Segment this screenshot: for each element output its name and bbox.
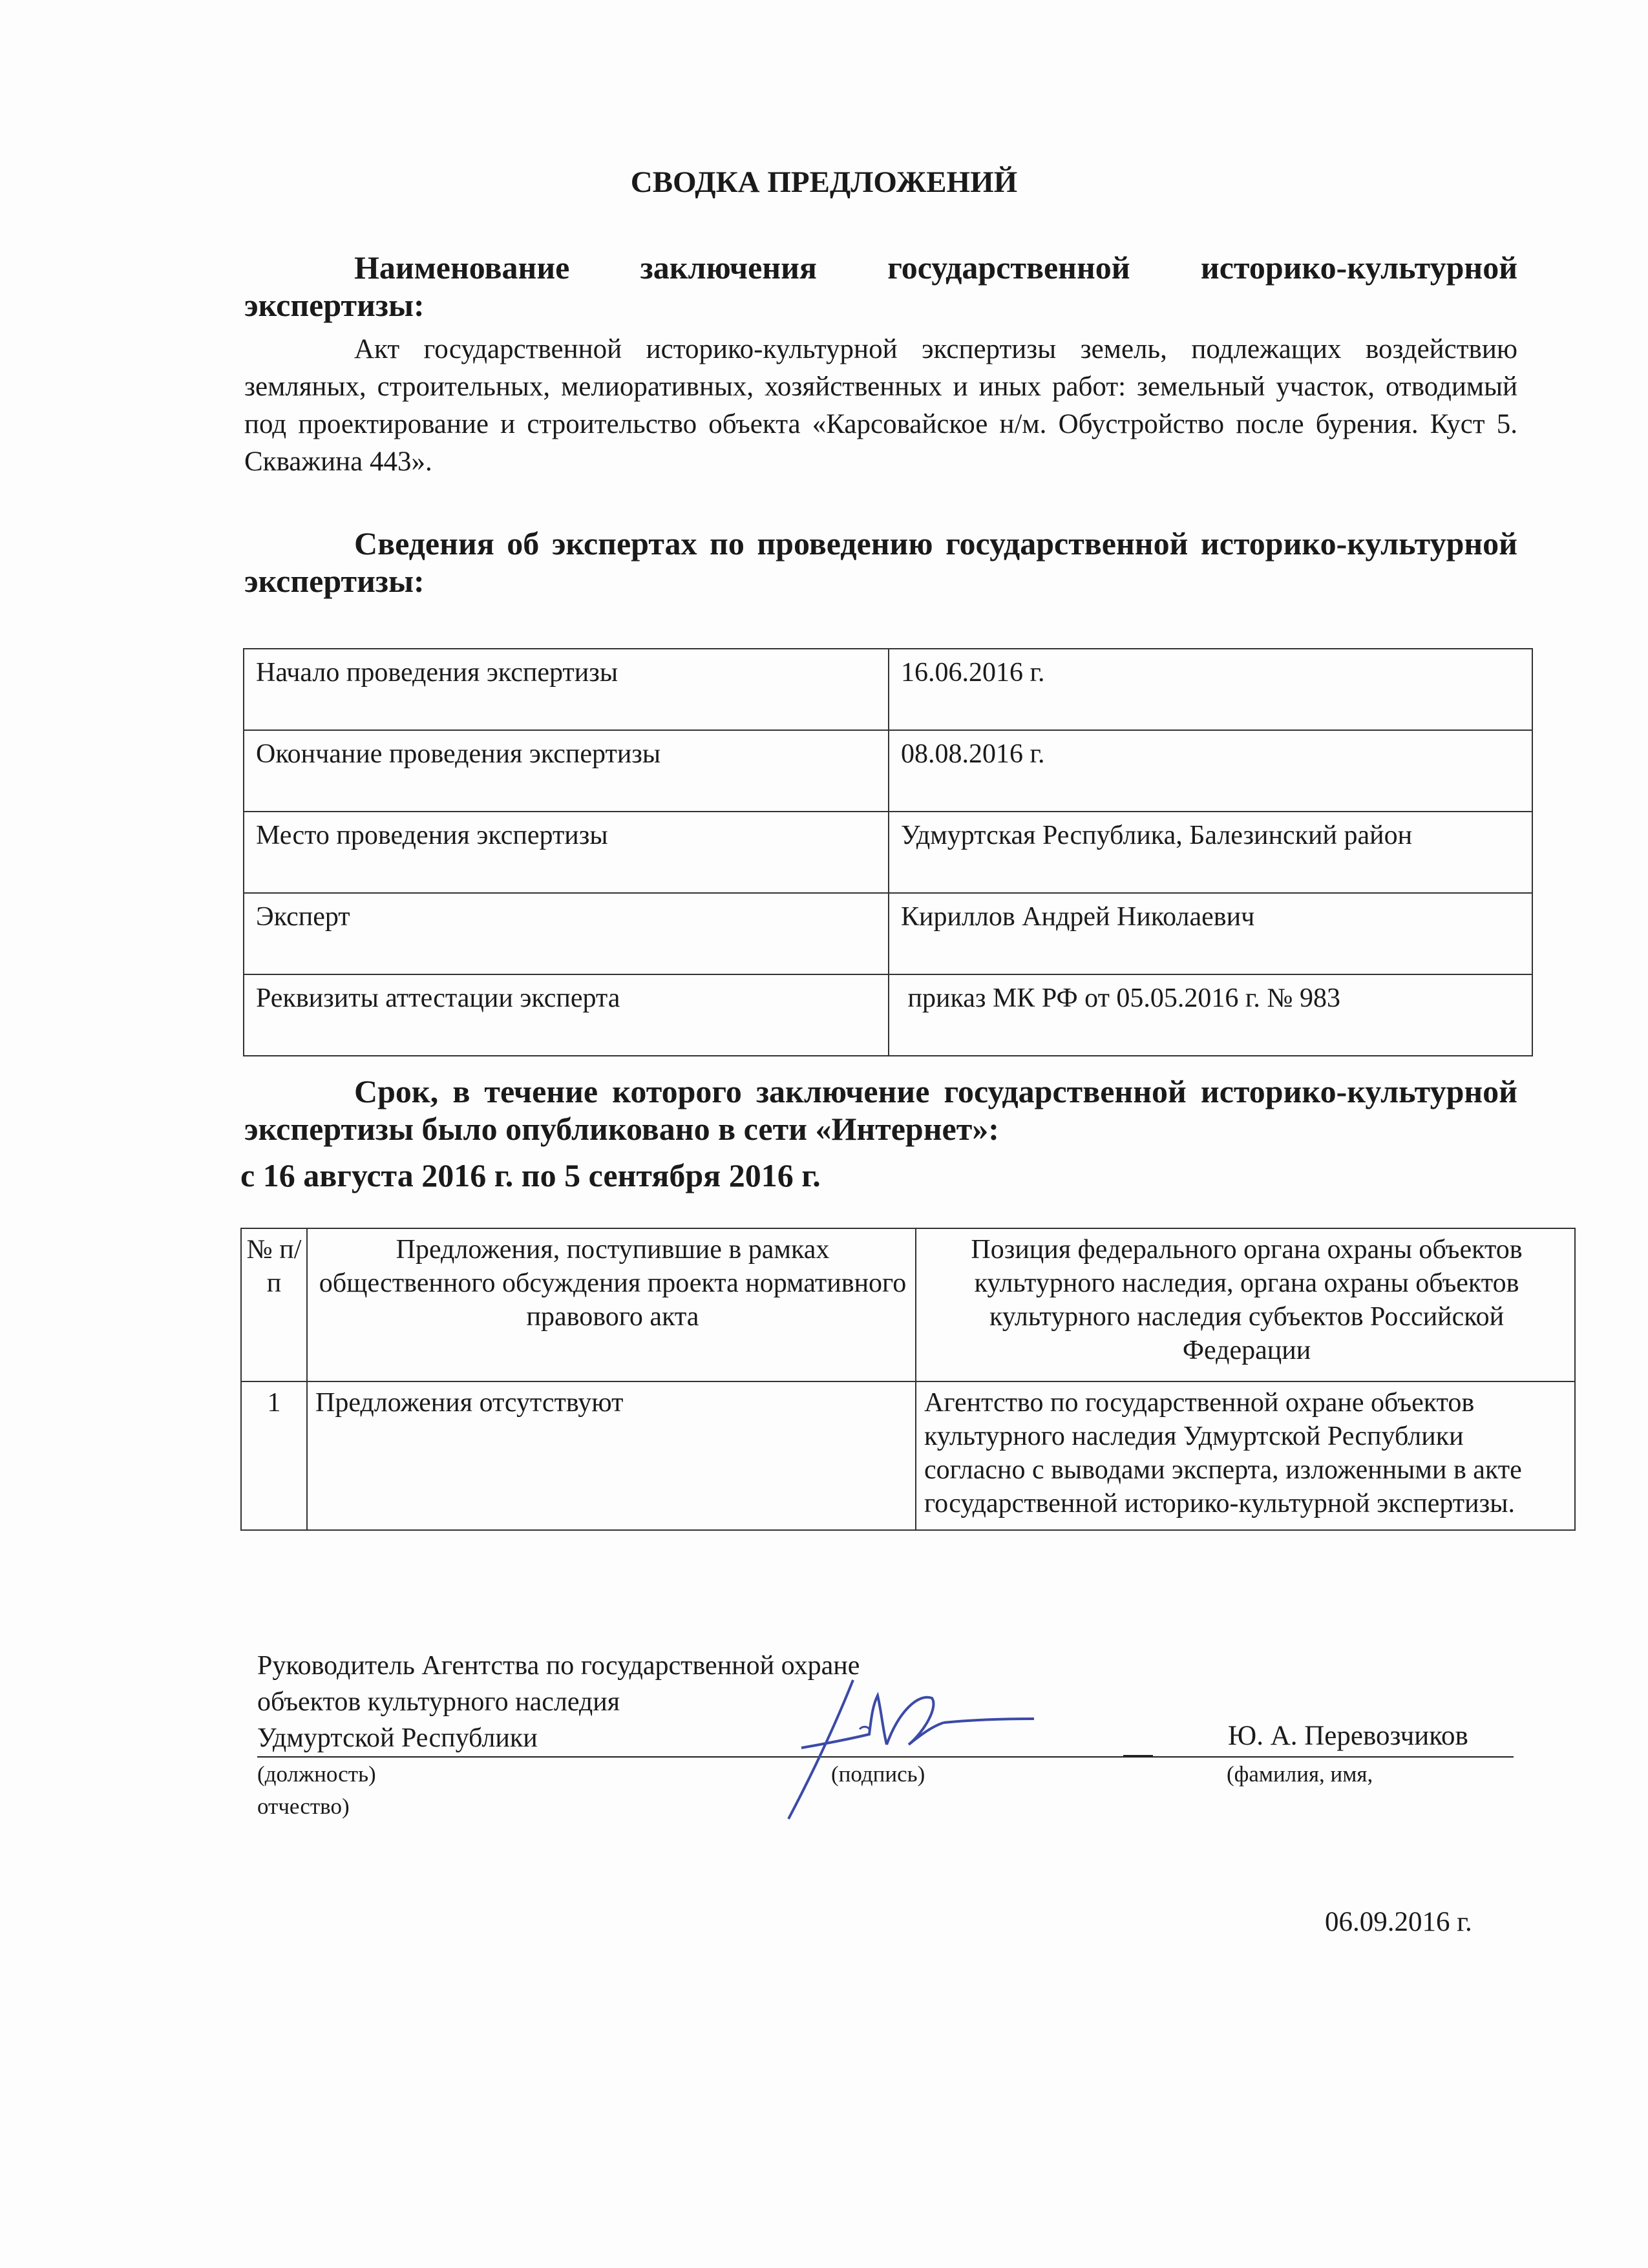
table-row: [244, 812, 1532, 893]
experts-heading-text: Сведения об экспертах по проведению государственной историко-культурной экспертизы:: [244, 525, 1517, 599]
name-heading: [244, 249, 1517, 324]
header-num: № п/п: [241, 1228, 307, 1381]
page-title: СВОДКА ПРЕДЛОЖЕНИЙ: [630, 165, 1018, 199]
period-heading: [244, 1073, 1517, 1148]
signature-stroke: [788, 1680, 853, 1819]
header-position: Позиция федерального органа охраны объектов культурного наследия, органа охраны объектов культурного наследия субъектов Российской Федерации: [916, 1228, 1575, 1381]
table-header-row: [241, 1228, 1575, 1381]
name-text: [244, 331, 1517, 481]
signatory-name: Ю. А. Перевозчиков: [1228, 1721, 1468, 1751]
table-row: [244, 974, 1532, 1056]
document-date: 06.09.2016 г.: [1325, 1907, 1472, 1937]
cell-label: Реквизиты аттестации эксперта: [244, 974, 889, 1056]
cell-value: Кириллов Андрей Николаевич: [889, 893, 1532, 974]
cell-label: Место проведения экспертизы: [244, 812, 889, 893]
table-row: [244, 893, 1532, 974]
cell-value: приказ МК РФ от 05.05.2016 г. № 983: [889, 974, 1532, 1056]
signature-stroke: [887, 1697, 944, 1745]
cell-value: Удмуртская Республика, Балезинский район: [889, 812, 1532, 893]
cell-num: 1: [241, 1381, 307, 1530]
signatory-line-3: Удмуртской Республики: [257, 1723, 538, 1753]
proposals-table: [240, 1228, 1576, 1531]
cell-value: 08.08.2016 г.: [889, 730, 1532, 812]
table-row: [244, 730, 1532, 812]
experts-heading: [244, 525, 1517, 600]
cell-position: Агентство по государственной охране объектов культурного наследия Удмуртской Республики согласно с выводами эксперта, изложенными в акте государственной историко-культурной экспертизы.: [916, 1381, 1575, 1530]
caption-name: (фамилия, имя,: [1227, 1761, 1373, 1787]
name-text-body: Акт государственной историко-культурной экспертизы земель, подлежащих воздействию земляных, строительных, мелиоративных, хозяйственных и иных работ: земельный участок, отводимый под проектирование и строительство объекта «Карсовайское н/м. Обустройство после бурения. Куст 5. Скважина 443».: [244, 334, 1517, 477]
cell-label: Эксперт: [244, 893, 889, 974]
signature-stroke: [944, 1719, 1034, 1723]
signatory-line-2: объектов культурного наследия: [257, 1687, 620, 1717]
table-row: [244, 649, 1532, 730]
cell-label: Окончание проведения экспертизы: [244, 730, 889, 812]
signatory-line-1: Руководитель Агентства по государственной охране: [257, 1651, 860, 1681]
cell-proposals: Предложения отсутствуют: [307, 1381, 916, 1530]
caption-patronymic: отчество): [257, 1794, 350, 1819]
cell-label: Начало проведения экспертизы: [244, 649, 889, 730]
handwritten-signature: [763, 1667, 1047, 1829]
cell-value: 16.06.2016 г.: [889, 649, 1532, 730]
period-dates: с 16 августа 2016 г. по 5 сентября 2016 г.: [240, 1157, 821, 1193]
signature-stroke: [860, 1727, 870, 1730]
experts-table: [243, 648, 1533, 1056]
header-proposals: Предложения, поступившие в рамках общественного обсуждения проекта нормативного правового акта: [307, 1228, 916, 1381]
caption-signature: (подпись): [831, 1761, 925, 1787]
table-row: [241, 1381, 1575, 1530]
signature-underline-mark: [1123, 1755, 1153, 1758]
caption-position: (должность): [257, 1761, 376, 1787]
name-heading-text: Наименование заключения государственной историко-культурной экспертизы:: [244, 249, 1517, 323]
period-heading-text: Срок, в течение которого заключение государственной историко-культурной экспертизы было опубликовано в сети «Интернет»:: [244, 1073, 1517, 1147]
